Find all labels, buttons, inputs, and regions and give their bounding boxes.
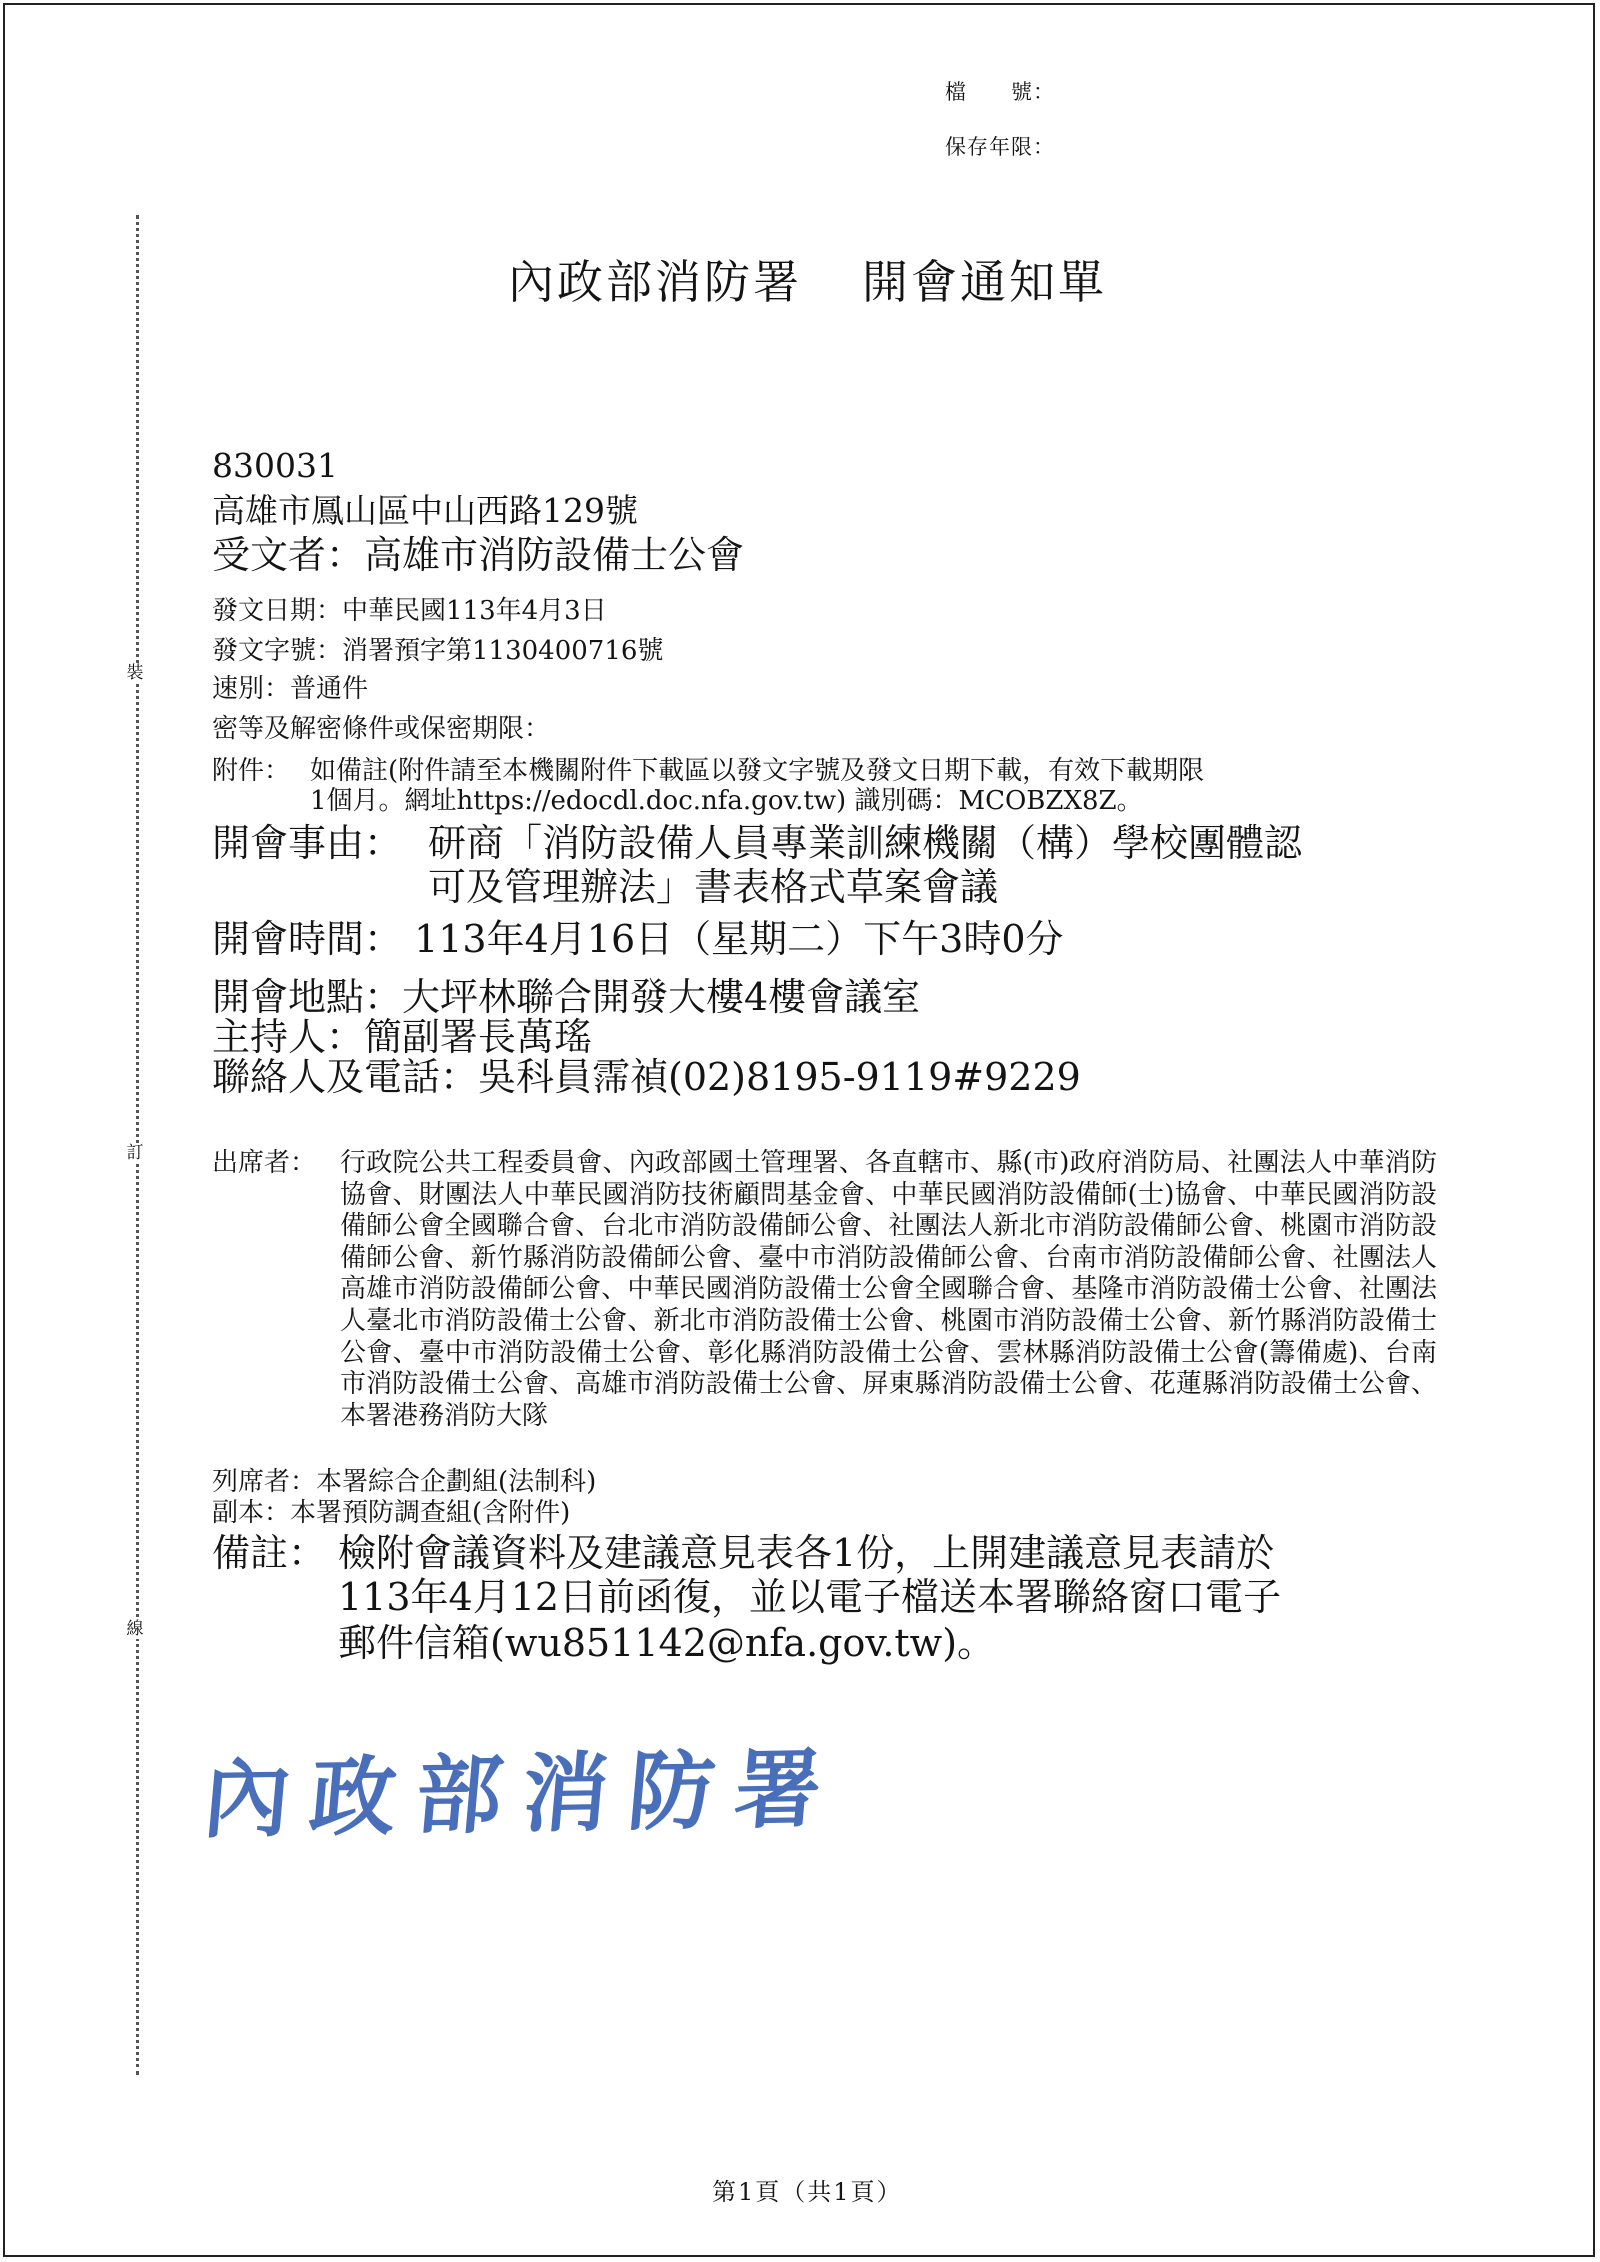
binding-mark-bind: 裝	[120, 663, 150, 683]
issue-date: 發文日期：中華民國113年4月3日	[212, 596, 607, 626]
page-border	[3, 3, 1595, 2257]
contact-person: 聯絡人及電話：吳科員霈禎(02)8195-9119#9229	[212, 1055, 1081, 1099]
copy-recipients: 副本：本署預防調查組(含附件)	[212, 1498, 571, 1528]
attendees-label: 出席者：	[212, 1148, 317, 1178]
attendees-list: 行政院公共工程委員會、內政部國土管理署、各直轄市、縣(市)政府消防局、社團法人中華消防協會、財團法人中華民國消防技術顧問基金會、中華民國消防設備師(士)協會、中華民國消防設備師公會全國聯合會、台北市消防設備師公會、社團法人新北市消防設備師公會、桃園市消防設備師公會、新竹縣消防設備師公會、臺中市消防設備師公會、台南市消防設備師公會、社團法人高雄市消防設備師公會、中華民國消防設備士公會全國聯合會、基隆市消防設備士公會、社團法人臺北市消防設備士公會、新北市消防設備士公會、桃園市消防設備士公會、新竹縣消防設備士公會、臺中市消防設備士公會、彰化縣消防設備士公會、雲林縣消防設備士公會(籌備處)、台南市消防設備士公會、高雄市消防設備士公會、屏東縣消防設備士公會、花蓮縣消防設備士公會、本署港務消防大隊	[340, 1148, 1437, 1431]
attachment-text-line1: 如備註(附件請至本機關附件下載區以發文字號及發文日期下載，有效下載期限	[310, 756, 1205, 786]
postal-code: 830031	[212, 446, 338, 485]
attachment-text-line2: 1個月。網址https://edocdl.doc.nfa.gov.tw) 識別碼：MCOBZX8Z。	[310, 786, 1143, 816]
file-number-label: 檔 號：	[945, 80, 1055, 104]
meeting-subject-line1: 研商「消防設備人員專業訓練機關（構）學校團體認	[428, 821, 1303, 865]
title-agency: 內政部消防署	[508, 255, 802, 309]
meeting-time: 開會時間： 113年4月16日（星期二）下午3時0分	[212, 917, 1064, 961]
attachment-label: 附件：	[212, 756, 291, 786]
recipient: 受文者：高雄市消防設備士公會	[212, 533, 745, 577]
remarks-line3: 郵件信箱(wu851142@nfa.gov.tw)。	[338, 1621, 996, 1665]
agency-seal: 內政部消防署	[199, 1739, 846, 1851]
title-doc-type: 開會通知單	[862, 255, 1107, 309]
remarks-line2: 113年4月12日前函復，並以電子檔送本署聯絡窗口電子	[338, 1575, 1282, 1619]
recipient-address: 高雄市鳳山區中山西路129號	[212, 491, 638, 530]
page-number: 第1頁（共1頁）	[712, 2178, 903, 2206]
secrecy-level: 密等及解密條件或保密期限：	[212, 714, 551, 744]
observers: 列席者：本署綜合企劃組(法制科)	[212, 1467, 597, 1497]
delivery-speed: 速別：普通件	[212, 674, 369, 704]
meeting-subject-line2: 可及管理辦法」書表格式草案會議	[428, 865, 999, 909]
meeting-subject-label: 開會事由：	[212, 821, 403, 865]
meeting-host: 主持人：簡副署長萬瑤	[212, 1015, 593, 1059]
document-title	[508, 246, 1107, 312]
remarks-label: 備註：	[212, 1531, 327, 1575]
attendees	[212, 1148, 1437, 1432]
binding-mark-staple: 訂	[120, 1143, 150, 1163]
binding-mark-line: 線	[120, 1619, 150, 1639]
document-number: 發文字號：消署預字第1130400716號	[212, 636, 664, 666]
meeting-location: 開會地點：大坪林聯合開發大樓4樓會議室	[212, 975, 921, 1019]
retention-period-label: 保存年限：	[945, 135, 1055, 159]
remarks-line1: 檢附會議資料及建議意見表各1份，上開建議意見表請於	[338, 1531, 1275, 1575]
